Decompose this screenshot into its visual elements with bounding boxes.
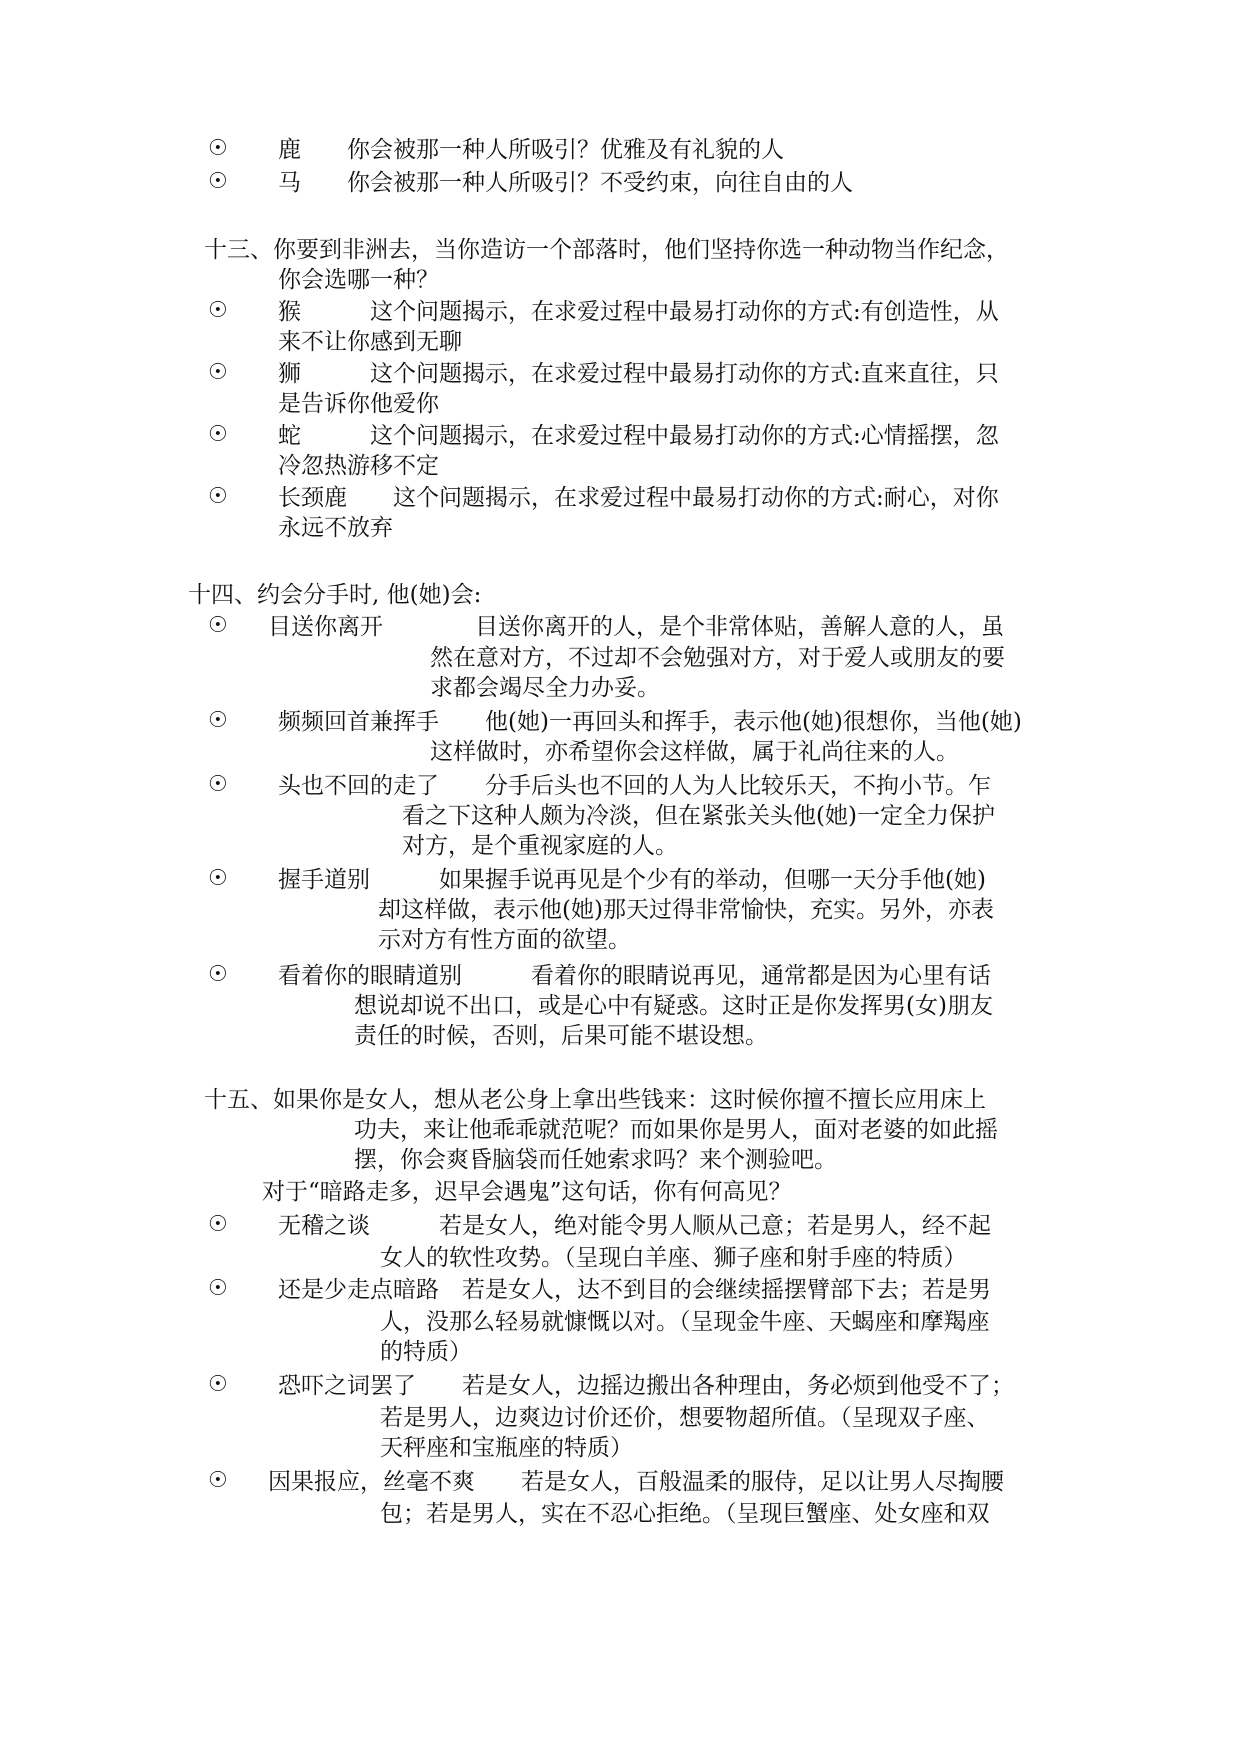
bullet-icon: ☉ — [208, 613, 228, 638]
text-line: 人，没那么轻易就慷慨以对。（呈现金牛座、天蝎座和摩羯座 — [380, 1309, 990, 1335]
text-line: 恐吓之词罢了 若是女人，边摇边搬出各种理由，务必烦到他受不了； — [278, 1373, 1014, 1399]
bullet-icon: ☉ — [208, 1212, 228, 1237]
text-line: 马 你会被那一种人所吸引？不受约束，向往自由的人 — [278, 170, 853, 196]
bullet-icon: ☉ — [208, 772, 228, 797]
text-line: 因果报应，丝毫不爽 若是女人，百般温柔的服侍，足以让男人尽掏腰 — [268, 1469, 1004, 1495]
bullet-icon: ☉ — [208, 1372, 228, 1397]
bullet-icon: ☉ — [208, 484, 228, 509]
text-line: 求都会竭尽全力办妥。 — [430, 675, 660, 701]
text-line: 狮 这个问题揭示，在求爱过程中最易打动你的方式:直来直往，只 — [278, 361, 999, 387]
bullet-icon: ☉ — [208, 1468, 228, 1493]
text-line: 猴 这个问题揭示，在求爱过程中最易打动你的方式:有创造性，从 — [278, 299, 999, 325]
text-line: 长颈鹿 这个问题揭示，在求爱过程中最易打动你的方式:耐心，对你 — [278, 485, 999, 511]
text-line: 摆，你会爽昏脑袋而任她索求吗？来个测验吧。 — [354, 1147, 837, 1173]
text-line: 鹿 你会被那一种人所吸引？优雅及有礼貌的人 — [278, 137, 784, 163]
text-line: 你会选哪一种？ — [278, 267, 439, 293]
text-line: 却这样做，表示他(她)那天过得非常愉快，充实。另外，亦表 — [378, 897, 994, 923]
bullet-icon: ☉ — [208, 422, 228, 447]
text-line: 然在意对方，不过却不会勉强对方，对于爱人或朋友的要 — [430, 645, 1005, 671]
text-line: 功夫，来让他乖乖就范呢？而如果你是男人，面对老婆的如此摇 — [354, 1117, 998, 1143]
text-line: 十四、约会分手时, 他(她)会: — [188, 582, 482, 608]
text-line: 十五、如果你是女人，想从老公身上拿出些钱来：这时候你擅不擅长应用床上 — [204, 1087, 986, 1113]
bullet-icon: ☉ — [208, 1276, 228, 1301]
bullet-icon: ☉ — [208, 962, 228, 987]
bullet-icon: ☉ — [208, 298, 228, 323]
text-line: 握手道别 如果握手说再见是个少有的举动，但哪一天分手他(她) — [278, 867, 986, 893]
bullet-icon: ☉ — [208, 169, 228, 194]
text-line: 无稽之谈 若是女人，绝对能令男人顺从己意；若是男人，经不起 — [278, 1213, 991, 1239]
bullet-icon: ☉ — [208, 360, 228, 385]
text-line: 天秤座和宝瓶座的特质） — [380, 1435, 633, 1461]
text-line: 示对方有性方面的欲望。 — [378, 927, 631, 953]
text-line: 对方，是个重视家庭的人。 — [402, 833, 678, 859]
text-line: 是告诉你他爱你 — [278, 391, 439, 417]
text-line: 看着你的眼睛道别 看着你的眼睛说再见，通常都是因为心里有话 — [278, 963, 991, 989]
text-line: 女人的软性攻势。（呈现白羊座、狮子座和射手座的特质） — [380, 1245, 967, 1271]
text-line: 若是男人，边爽边讨价还价，想要物超所值。（呈现双子座、 — [380, 1405, 990, 1431]
text-line: 目送你离开 目送你离开的人，是个非常体贴，善解人意的人，虽 — [268, 614, 1004, 640]
text-line: 频频回首兼挥手 他(她)一再回头和挥手，表示他(她)很想你，当他(她) — [278, 709, 1022, 735]
text-line: 对于“暗路走多，迟早会遇鬼”这句话，你有何高见？ — [262, 1179, 792, 1205]
bullet-icon: ☉ — [208, 708, 228, 733]
text-line: 这样做时，亦希望你会这样做，属于礼尚往来的人。 — [430, 739, 959, 765]
text-line: 头也不回的走了 分手后头也不回的人为人比较乐天，不拘小节。乍 — [278, 773, 991, 799]
text-line: 来不让你感到无聊 — [278, 329, 462, 355]
text-line: 永远不放弃 — [278, 515, 393, 541]
text-line: 包；若是男人，实在不忍心拒绝。（呈现巨蟹座、处女座和双 — [380, 1501, 990, 1527]
text-line: 看之下这种人颇为冷淡，但在紧张关头他(她)一定全力保护 — [402, 803, 995, 829]
bullet-icon: ☉ — [208, 866, 228, 891]
text-line: 十三、你要到非洲去，当你造访一个部落时，他们坚持你选一种动物当作纪念， — [204, 237, 1009, 263]
text-line: 想说却说不出口，或是心中有疑惑。这时正是你发挥男(女)朋友 — [354, 993, 993, 1019]
bullet-icon: ☉ — [208, 136, 228, 161]
text-line: 蛇 这个问题揭示，在求爱过程中最易打动你的方式:心情摇摆，忽 — [278, 423, 999, 449]
text-line: 冷忽热游移不定 — [278, 453, 439, 479]
text-line: 还是少走点暗路 若是女人，达不到目的会继续摇摆臂部下去；若是男 — [278, 1277, 991, 1303]
text-line: 责任的时候，否则，后果可能不堪设想。 — [354, 1023, 768, 1049]
text-line: 的特质） — [380, 1339, 472, 1365]
